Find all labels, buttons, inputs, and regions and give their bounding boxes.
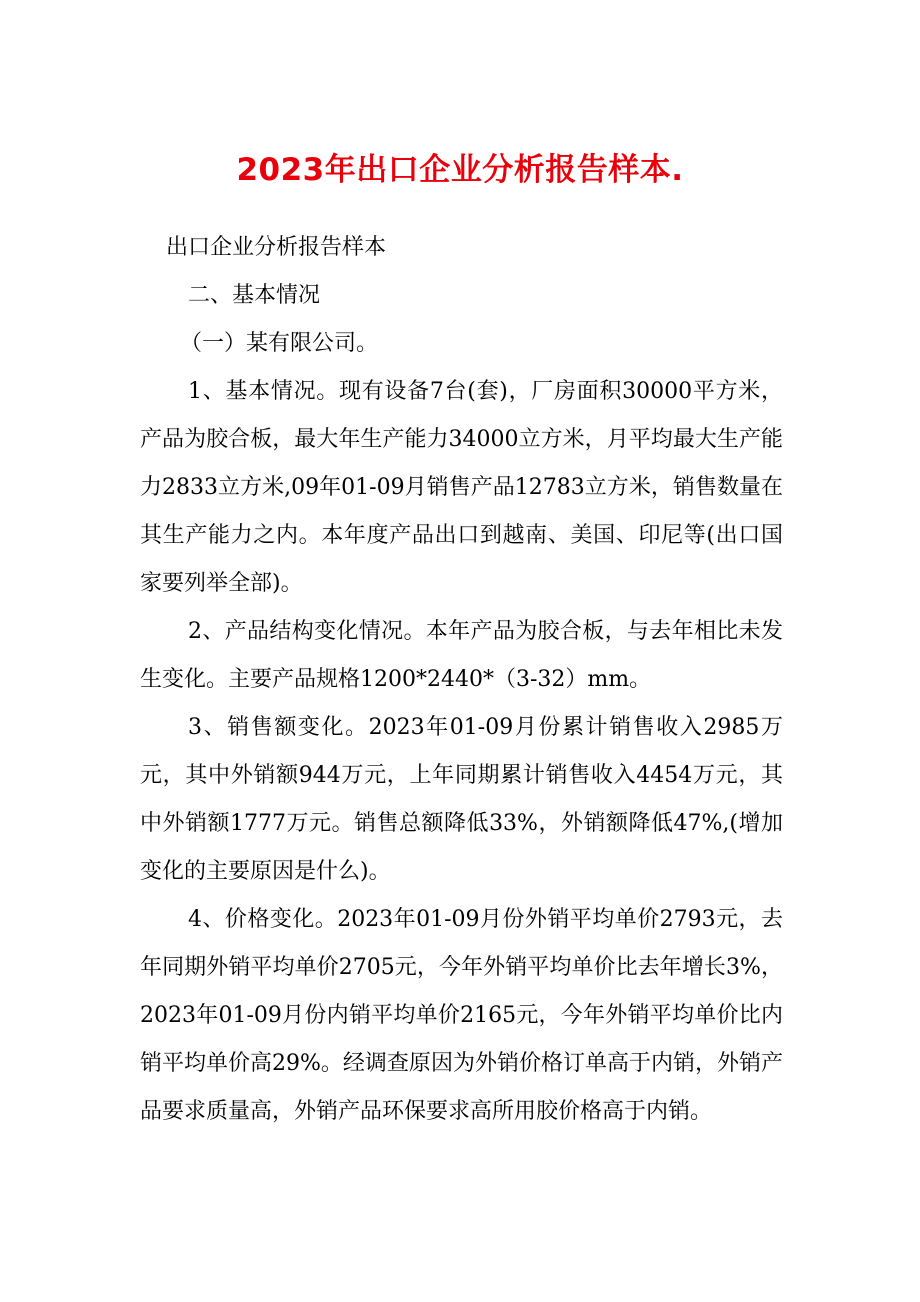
- document-subtitle: 出口企业分析报告样本: [166, 235, 387, 260]
- paragraph-price-change: 4、价格变化。2023年01-09月份外销平均单价2793元，去年同期外销平均单价2705元，今年外销平均单价比去年增长3%，2023年01-09月份内销平均单价2165元，今年外销平均单价比内销平均单价高29%。经调查原因为外销价格订单高于内销，外销产品要求质量高，外销产品环保要求高所用胶价格高于内销。: [140, 907, 783, 1124]
- paragraph-sales-change: 3、销售额变化。2023年01-09月份累计销售收入2985万元，其中外销额944万元，上年同期累计销售收入4454万元，其中外销额1777万元。销售总额降低33%，外销额降低47%,(增加变化的主要原因是什么)。: [140, 715, 783, 884]
- company-heading: （一）某有限公司。: [180, 331, 379, 356]
- document-body: [140, 224, 783, 1136]
- paragraph-basic-info: 1、基本情况。现有设备7台(套)，厂房面积30000平方米，产品为胶合板，最大年生产能力34000立方米，月平均最大生产能力2833立方米,09年01-09月销售产品12783立方米，销售数量在其生产能力之内。本年度产品出口到越南、美国、印尼等(出口国家要列举全部)。: [140, 379, 783, 596]
- document-title: 2023年出口企业分析报告样本.: [236, 152, 684, 188]
- paragraph-product-structure: 2、产品结构变化情况。本年产品为胶合板，与去年相比未发生变化。主要产品规格1200*2440*（3-32）mm。: [140, 619, 783, 692]
- section-heading: 二、基本情况: [188, 283, 321, 308]
